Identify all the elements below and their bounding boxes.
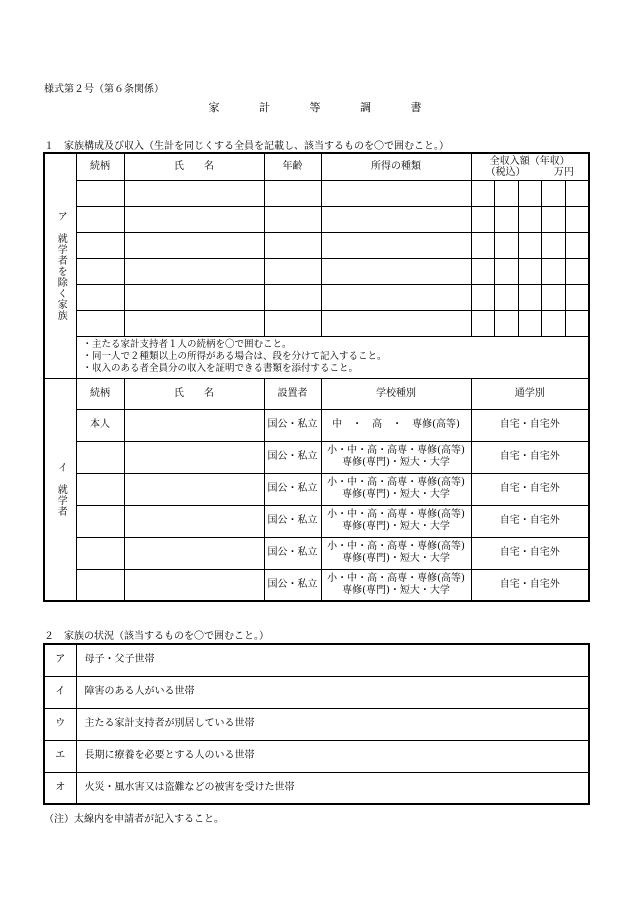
student-relation[interactable] bbox=[76, 505, 124, 537]
student-row[interactable] bbox=[44, 409, 589, 441]
part-b-label-cell bbox=[44, 378, 76, 601]
name-field[interactable] bbox=[124, 258, 264, 284]
income-amount-field[interactable] bbox=[471, 232, 589, 258]
note-line: ・同一人で２種類以上の所得がある場合は、段を分けて記入すること。 bbox=[82, 351, 387, 362]
header-name: 氏 名 bbox=[124, 378, 264, 409]
section1-heading: １ 家族構成及び収入（生計を同じくする全員を記載し、該当するものを〇で囲むこと。） bbox=[44, 141, 449, 152]
family-row[interactable] bbox=[44, 206, 589, 232]
student-row[interactable] bbox=[44, 537, 589, 569]
family-row[interactable] bbox=[44, 310, 589, 336]
school-type-choice[interactable]: 小・中・高・高専・専修(高等) 専修(専門)・短大・大学 bbox=[321, 473, 471, 505]
student-relation[interactable]: 本人 bbox=[76, 409, 124, 441]
student-relation[interactable] bbox=[76, 441, 124, 473]
part-b-label: イ 就学者 bbox=[55, 461, 67, 517]
header-relation: 続柄 bbox=[76, 153, 124, 180]
part-a-label: ア 就学者を除く家族 bbox=[55, 210, 67, 321]
age-field[interactable] bbox=[264, 258, 321, 284]
family-status-table bbox=[43, 643, 590, 805]
student-row[interactable] bbox=[44, 473, 589, 505]
relation-field[interactable] bbox=[76, 310, 124, 336]
relation-field[interactable] bbox=[76, 258, 124, 284]
document-title: 家 計 等 調 書 bbox=[208, 101, 440, 114]
income-type-field[interactable] bbox=[321, 310, 471, 336]
part-a-notes bbox=[76, 336, 589, 378]
income-type-field[interactable] bbox=[321, 180, 471, 206]
header-school-type: 学校種別 bbox=[321, 378, 471, 409]
name-field[interactable] bbox=[124, 310, 264, 336]
name-field[interactable] bbox=[124, 180, 264, 206]
income-tax-label: （税込） bbox=[485, 166, 526, 178]
school-type-choice[interactable]: 小・中・高・高専・専修(高等) 専修(専門)・短大・大学 bbox=[321, 537, 471, 569]
student-name-field[interactable] bbox=[124, 569, 264, 601]
income-amount-field[interactable] bbox=[471, 206, 589, 232]
school-type-choice[interactable]: 中 ・ 高 ・ 専修(高等) bbox=[321, 409, 471, 441]
status-key: オ bbox=[44, 772, 76, 804]
student-name-field[interactable] bbox=[124, 505, 264, 537]
family-row[interactable] bbox=[44, 284, 589, 310]
name-field[interactable] bbox=[124, 232, 264, 258]
relation-field[interactable] bbox=[76, 180, 124, 206]
age-field[interactable] bbox=[264, 206, 321, 232]
note-line: ・主たる家計支持者１人の続柄を〇で囲むこと。 bbox=[82, 339, 292, 350]
status-key: ア bbox=[44, 644, 76, 676]
commute-choice[interactable]: 自宅・自宅外 bbox=[471, 473, 589, 505]
header-relation: 続柄 bbox=[76, 378, 124, 409]
student-relation[interactable] bbox=[76, 537, 124, 569]
status-option[interactable]: 長期に療養を必要とする人のいる世帯 bbox=[76, 740, 589, 772]
student-row[interactable] bbox=[44, 569, 589, 601]
school-type-choice[interactable]: 小・中・高・高専・専修(高等) 専修(専門)・短大・大学 bbox=[321, 441, 471, 473]
establisher-choice[interactable]: 国公・私立 bbox=[264, 441, 321, 473]
status-option[interactable]: 主たる家計支持者が別居している世帯 bbox=[76, 708, 589, 740]
commute-choice[interactable]: 自宅・自宅外 bbox=[471, 537, 589, 569]
establisher-choice[interactable]: 国公・私立 bbox=[264, 473, 321, 505]
relation-field[interactable] bbox=[76, 232, 124, 258]
commute-choice[interactable]: 自宅・自宅外 bbox=[471, 505, 589, 537]
income-amount-field[interactable] bbox=[471, 284, 589, 310]
income-type-field[interactable] bbox=[321, 206, 471, 232]
status-row[interactable] bbox=[44, 644, 589, 676]
form-number: 様式第２号（第６条関係） bbox=[44, 84, 164, 95]
student-name-field[interactable] bbox=[124, 473, 264, 505]
income-unit-label: 万円 bbox=[553, 166, 574, 178]
note-line: ・収入のある者全員分の収入を証明できる書類を添付すること。 bbox=[82, 363, 359, 374]
student-name-field[interactable] bbox=[124, 537, 264, 569]
income-type-field[interactable] bbox=[321, 232, 471, 258]
family-row[interactable] bbox=[44, 258, 589, 284]
status-row[interactable] bbox=[44, 740, 589, 772]
status-row[interactable] bbox=[44, 772, 589, 804]
school-type-choice[interactable]: 小・中・高・高専・専修(高等) 専修(専門)・短大・大学 bbox=[321, 569, 471, 601]
part-a-label-cell bbox=[44, 153, 76, 378]
age-field[interactable] bbox=[264, 180, 321, 206]
status-option[interactable]: 母子・父子世帯 bbox=[76, 644, 589, 676]
establisher-choice[interactable]: 国公・私立 bbox=[264, 537, 321, 569]
age-field[interactable] bbox=[264, 284, 321, 310]
establisher-choice[interactable]: 国公・私立 bbox=[264, 505, 321, 537]
header-establisher: 設置者 bbox=[264, 378, 321, 409]
establisher-choice[interactable]: 国公・私立 bbox=[264, 569, 321, 601]
student-name-field[interactable] bbox=[124, 409, 264, 441]
student-relation[interactable] bbox=[76, 569, 124, 601]
name-field[interactable] bbox=[124, 284, 264, 310]
relation-field[interactable] bbox=[76, 284, 124, 310]
commute-choice[interactable]: 自宅・自宅外 bbox=[471, 569, 589, 601]
header-commute: 通学別 bbox=[471, 378, 589, 409]
income-total-label: 全収入額（年収） bbox=[489, 155, 570, 167]
student-row[interactable] bbox=[44, 505, 589, 537]
family-row[interactable] bbox=[44, 180, 589, 206]
commute-choice[interactable]: 自宅・自宅外 bbox=[471, 441, 589, 473]
school-type-choice[interactable]: 小・中・高・高専・専修(高等) 専修(専門)・短大・大学 bbox=[321, 505, 471, 537]
income-amount-field[interactable] bbox=[471, 258, 589, 284]
student-relation[interactable] bbox=[76, 473, 124, 505]
status-option[interactable]: 火災・風水害又は盗難などの被害を受けた世帯 bbox=[76, 772, 589, 804]
status-key: ウ bbox=[44, 708, 76, 740]
income-amount-field[interactable] bbox=[471, 180, 589, 206]
family-row[interactable] bbox=[44, 232, 589, 258]
age-field[interactable] bbox=[264, 310, 321, 336]
name-field[interactable] bbox=[124, 206, 264, 232]
income-type-field[interactable] bbox=[321, 258, 471, 284]
status-key: エ bbox=[44, 740, 76, 772]
income-amount-field[interactable] bbox=[471, 310, 589, 336]
student-name-field[interactable] bbox=[124, 441, 264, 473]
family-income-table bbox=[43, 152, 590, 602]
establisher-choice[interactable]: 国公・私立 bbox=[264, 409, 321, 441]
section2-heading: ２ 家族の状況（該当するものを〇で囲むこと。） bbox=[44, 631, 269, 642]
status-row[interactable] bbox=[44, 676, 589, 708]
header-income-type: 所得の種類 bbox=[321, 153, 471, 180]
header-name: 氏 名 bbox=[124, 153, 264, 180]
status-row[interactable] bbox=[44, 708, 589, 740]
status-option[interactable]: 障害のある人がいる世帯 bbox=[76, 676, 589, 708]
status-key: イ bbox=[44, 676, 76, 708]
student-row[interactable] bbox=[44, 441, 589, 473]
age-field[interactable] bbox=[264, 232, 321, 258]
header-income-total bbox=[471, 153, 589, 180]
header-age: 年齢 bbox=[264, 153, 321, 180]
relation-field[interactable] bbox=[76, 206, 124, 232]
commute-choice[interactable]: 自宅・自宅外 bbox=[471, 409, 589, 441]
income-type-field[interactable] bbox=[321, 284, 471, 310]
footnote: （注）太線内を申請者が記入すること。 bbox=[44, 814, 224, 825]
